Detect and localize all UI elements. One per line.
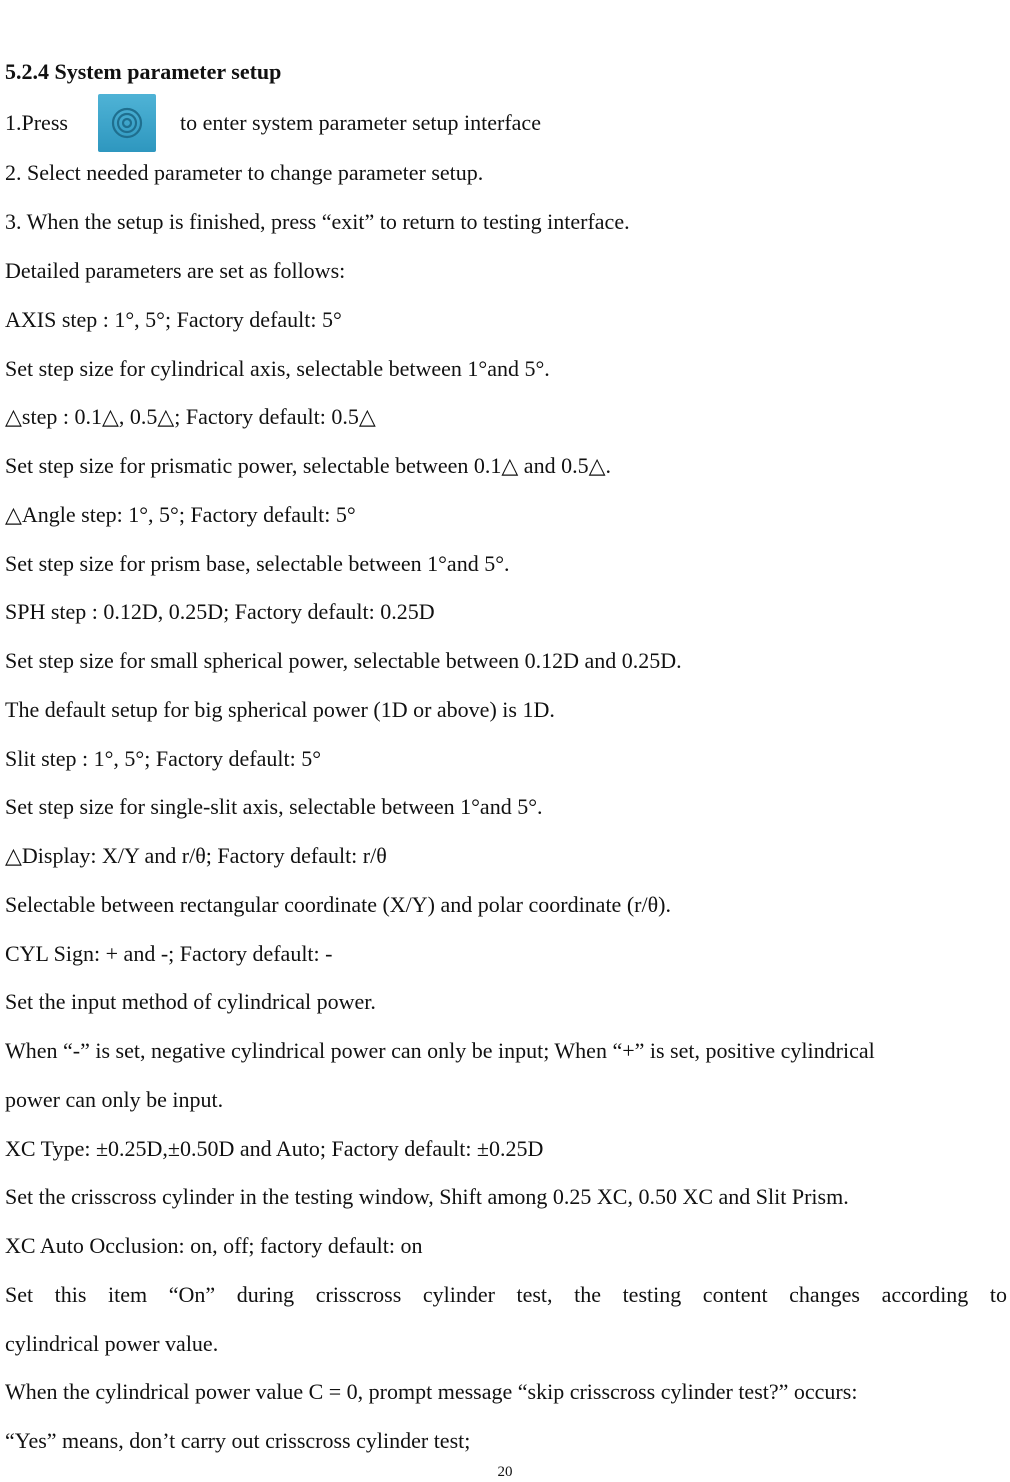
- text-line: “Yes” means, don’t carry out crisscross cylinder test;: [5, 1428, 471, 1453]
- text-line: 2. Select needed parameter to change parameter setup.: [5, 160, 484, 185]
- text-line: △step : 0.1△, 0.5△; Factory default: 0.5△: [5, 404, 376, 429]
- text-line: △Display: X/Y and r/θ; Factory default: r/θ: [5, 843, 387, 868]
- text-line: Set the input method of cylindrical power.: [5, 989, 376, 1014]
- text-line: CYL Sign: + and -; Factory default: -: [5, 941, 333, 966]
- text-line: Set the crisscross cylinder in the testing window, Shift among 0.25 XC, 0.50 XC and Slit Prism.: [5, 1184, 849, 1209]
- text-line: The default setup for big spherical power (1D or above) is 1D.: [5, 697, 555, 722]
- text-line: cylindrical power value.: [5, 1331, 219, 1356]
- text-line: When the cylindrical power value C = 0, prompt message “skip crisscross cylinder test?” occurs:: [5, 1379, 858, 1404]
- step-1-suffix: to enter system parameter setup interface: [179, 110, 541, 135]
- text-line: △Angle step: 1°, 5°; Factory default: 5°: [5, 502, 356, 527]
- text-line: Set step size for small spherical power, selectable between 0.12D and 0.25D.: [5, 648, 682, 673]
- text-line: Set step size for prism base, selectable between 1°and 5°.: [5, 551, 510, 576]
- step-1-prefix: 1.Press: [5, 110, 68, 135]
- section-heading: 5.2.4 System parameter setup: [5, 59, 282, 84]
- page-number: 20: [497, 1464, 513, 1480]
- text-line: Set step size for single-slit axis, selectable between 1°and 5°.: [5, 794, 543, 819]
- text-line: Set step size for cylindrical axis, selectable between 1°and 5°.: [5, 356, 550, 381]
- text-line: Selectable between rectangular coordinate (X/Y) and polar coordinate (r/θ).: [5, 892, 671, 917]
- settings-target-icon: [98, 94, 156, 152]
- step-1-line: [5, 94, 541, 152]
- text-line: 3. When the setup is finished, press “exit” to return to testing interface.: [5, 209, 630, 234]
- text-line-justified: Set this item “On” during crisscross cylinder test, the testing content changes according to: [5, 1282, 1007, 1307]
- text-line: XC Type: ±0.25D,±0.50D and Auto; Factory default: ±0.25D: [5, 1136, 544, 1161]
- text-line: When “-” is set, negative cylindrical power can only be input; When “+” is set, positive cylindrical: [5, 1038, 875, 1063]
- text-line: Set step size for prismatic power, selectable between 0.1△ and 0.5△.: [5, 453, 611, 478]
- text-line: XC Auto Occlusion: on, off; factory default: on: [5, 1233, 423, 1258]
- text-line: Slit step : 1°, 5°; Factory default: 5°: [5, 746, 322, 771]
- text-line: Detailed parameters are set as follows:: [5, 258, 346, 283]
- text-line: AXIS step : 1°, 5°; Factory default: 5°: [5, 307, 342, 332]
- text-line: power can only be input.: [5, 1087, 224, 1112]
- text-line: SPH step : 0.12D, 0.25D; Factory default: 0.25D: [5, 599, 435, 624]
